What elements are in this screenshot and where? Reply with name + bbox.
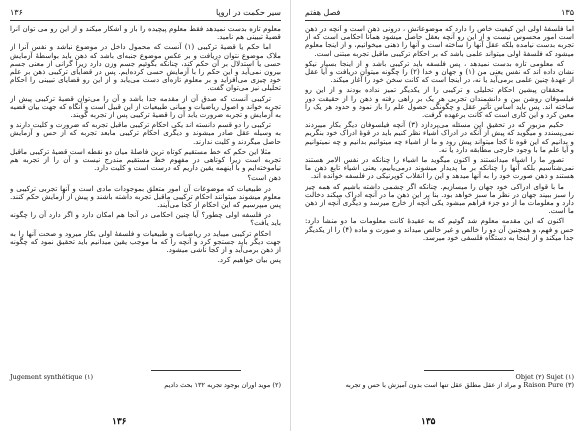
left-paragraph: در طبیعیات که موضوعات آن امور متعلق بموجودات مادی است و آنها تجربی ترکیبی و معلوم میشوند میتوانند احکام ترکیبی ماقبل تجربه داشته باشند و پیش از آزمایش حکم کنند. پس میپرسیم که این احکام از کجا می‌آیند.	[10, 183, 281, 210]
right-paragraph: اکنون که این مقدمه معلوم شد گوئیم که به عقیدهٔ کانت معلومات ما دو منشأ دارد: حس و فهم، و همچنین آن دو را خالص و غیر خالص میداند و صورت و ماده (۴) را از یکدیگر جدا میکند و از اینجا به دستگاه فلسفی خود میرسد.	[305, 216, 574, 242]
left-footnote	[10, 381, 281, 389]
left-header-number: ۱۳۶	[10, 7, 23, 17]
left-paragraph: احکام ترکیبی میباید در ریاضیات و طبیعیات و فلسفهٔ اولی بکار میرود و صحت آنها را به جهت دیگر باید جستجو کرد و آنچه را که ما موجب یقین میدانیم باید تحقیق نمود که چگونه از ذهن برمی‌آید و از کجا ناشی میشود.	[10, 228, 281, 255]
right-header-title: فصل هفتم	[305, 7, 341, 17]
right-footnote	[305, 373, 574, 381]
left-paragraph: ترکیبی را دو قسم دانسته اند یکی احکام ترکیبی ماقبل تجربه که ضرورت و کلیت دارند و به وسیله عقل صادر میشوند و دیگری احکام ترکیبی مابعد تجربه که از حس و آزمایش حاصل میگردند و کلیت ندارند.	[10, 120, 281, 146]
right-header-rule	[305, 20, 574, 21]
right-header-number: ۱۳۵	[561, 7, 574, 17]
left-paragraph: در فلسفه اولی چطور؟ آیا چنین احکامی در آنجا هم امکان دارد و اگر دارد آن را چگونه باید یافت؟	[10, 210, 281, 228]
right-page-header	[305, 6, 574, 18]
right-paragraph: ما با قوای ادراکی خود جهان را میسازیم. چنانکه اگر چشمی داشته باشیم که همه چیز را سبز ببیند جهان در نظر ما سبز خواهد بود. بنا بر این ذهن ما در آنچه ادراک میکند دخالت دارد و معلومات ما از دو جزء فراهم میشود یکی آنچه از خارج میرسد و دیگری آنچه از ذهن ما است.	[305, 181, 574, 216]
left-header-rule	[10, 20, 281, 21]
right-footnote-rule	[424, 370, 514, 371]
right-body-text	[305, 25, 574, 367]
right-paragraph: که معلومی تازه بدست نمیدهد ، پس فلسفه باید ترکیبی باشد و از اینجا بسیار نیکو نشان داده اند که نفس یعنی من (۱) و جهان و خدا (۲) را چگونه میتوان دریافت و آیا عقل از عهدهٔ چنین علمی برمی‌آید یا نه، در اینجا است که کانت سخن خود را آغاز میکند.	[305, 58, 574, 85]
right-page	[291, 0, 582, 431]
right-paragraph: اما فلسفهٔ اولی این کیفیت خاص را دارد که موضوعاتش ، درونی ذهن است و آنچه در ذهن است امور محسوس نیست و از این رو آنچه بعقل حاصل میشود همانا احکامی است که از تجربه بدست نیامده بلکه عقل آنها را ساخته است و آنها را ذهنی میخوانیم، و از اینجا معلوم میشود که فلسفهٔ اولی میتواند علمی باشد که بر احکام ترکیبی ماقبل تجربه مبتنی است.	[305, 25, 574, 58]
footnote-text: موید اوران بوجود تجربه ۱۳۲ بحث دادیم	[164, 381, 271, 389]
footnote-marker: (۱)	[84, 373, 94, 381]
right-paragraph: محققان پیشین احکام تحلیلی و ترکیبی را از یکدیگر تمیز نداده بودند و از این رو فیلسوفان روشن بین و دانشمندان تجربی هر یک بر راهی رفته و ذهن را از حقیقت دور ساخته اند. پس باید اساس تأثیر عقل و چگونگی حصول علم را باز نمود و حدود هر یک را معین کرد و این کاری است که کانت برعهده گرفت.	[305, 85, 574, 120]
right-paragraph: تصور ما را اشیاء میدانستند و اکنون میگوید ما اشیاء را چنانکه در نفس الامر هستند نمی‌شناسیم بلکه آنها را چنانکه بر ما پدیدار میشوند درمی‌یابیم، یعنی اشیاء تابع ذهن ما هستند و ذهن صورت خود را به آنها میدهد و این را انقلاب کوپرنیکی در فلسفه خوانده اند.	[305, 155, 574, 181]
footnote-marker: (۲)	[272, 381, 281, 389]
left-paragraph: ترکیبی آنست که صدق آن از مقدمه جدا باشد و آن را می‌توان قضیهٔ ترکیبی پیش از تجربه خواند و اصول ریاضیات و مبانی طبیعیات از این قبیل است و آنگاه که جهت بیان قضیه به آزمایش و تجربه ضرورت یابد آن را قضیهٔ ترکیبی پس از تجربه گویند.	[10, 93, 281, 120]
left-paragraph: مثلا این حکم که خط مستقیم کوتاه ترین فاصلهٔ میان دو نقطه است قضیهٔ ترکیبی ماقبل تجربه است زیرا کوتاهی در مفهوم خط مستقیم مندرج نیست و آن را از تجربه هم نیاموخته‌ایم و با اینهمه یقین داریم که درست است و کلیت دارد.	[10, 146, 281, 173]
left-paragraph: معلوم تازه بدست نمیدهد فقط معلوم پیچیده را باز و آشکار میکند و از این رو می توان آنرا قضیهٔ تبیینی هم نامید.	[10, 25, 281, 42]
left-header-title: سیر حکمت در اروپا	[215, 7, 281, 17]
footnote-marker: (۱)	[565, 373, 574, 381]
footnote-marker: (۳)	[565, 381, 574, 389]
left-footnotes	[10, 373, 281, 389]
left-body-text	[10, 25, 281, 367]
footnote-text: Raison Pure و مراد از عقل مطلق عقل تنها است بدون آمیزش با حس و تجربه	[345, 381, 564, 389]
left-footnote-rule	[151, 370, 241, 371]
right-paragraph: حکیم مزبور که در تحقیق این مسئله می‌پردازد (۳) آنچه فیلسوفان دیگر بکار میبردند نمی‌پسندد و میگوید که پیش از آنکه در ادراک اشیاء نظر کنیم باید در قوهٔ ادراک خود بنگریم و بدانیم که این قوه تا کجا میتواند پیش رود و ما از اشیاء چه میتوانیم بدانیم و چه نمیتوانیم و آیا علم ما با وجود خارجی مطابقه دارد یا نه.	[305, 120, 574, 154]
left-paragraph: پس بیان خواهیم کرد.	[217, 255, 281, 265]
left-page-number: ۱۳۶	[112, 417, 127, 427]
footnote-text: Jugement synthétique	[10, 373, 83, 381]
left-paragraph: اما حکم یا قضیهٔ ترکیبی (۱) آنست که محمول داخل در موضوع نباشد و نفس آنرا از ملاک موضوع نتوان دریافت و بر عکس موضوع جنبه‌ای باشد که ذهن باید بواسطهٔ آزمایش حسی یا استدلال بر آن حکم کند، چنانکه بگوئیم جسم وزن دارد زیرا گرانی از معنی جسم بیرون نمی‌آید و این حکم را با آزمایش حسی کرده‌ایم. پس در قضایای ترکیبی ذهن بر علم خود چیزی می‌افزاید و بر معلوم تازه‌ای دست می‌یابد و از این رو قضایای تبیینی را احکام تحلیلی نیز می‌توان گفت.	[10, 42, 281, 93]
right-footnote	[305, 381, 574, 389]
right-page-number: ۱۳۵	[421, 417, 436, 427]
right-footnotes	[305, 373, 574, 389]
left-footnote	[10, 373, 281, 381]
footnote-text: Objet (۲) Sujet	[515, 373, 564, 381]
left-paragraph: ذهن است؟	[247, 173, 281, 183]
left-page-header	[10, 6, 281, 18]
